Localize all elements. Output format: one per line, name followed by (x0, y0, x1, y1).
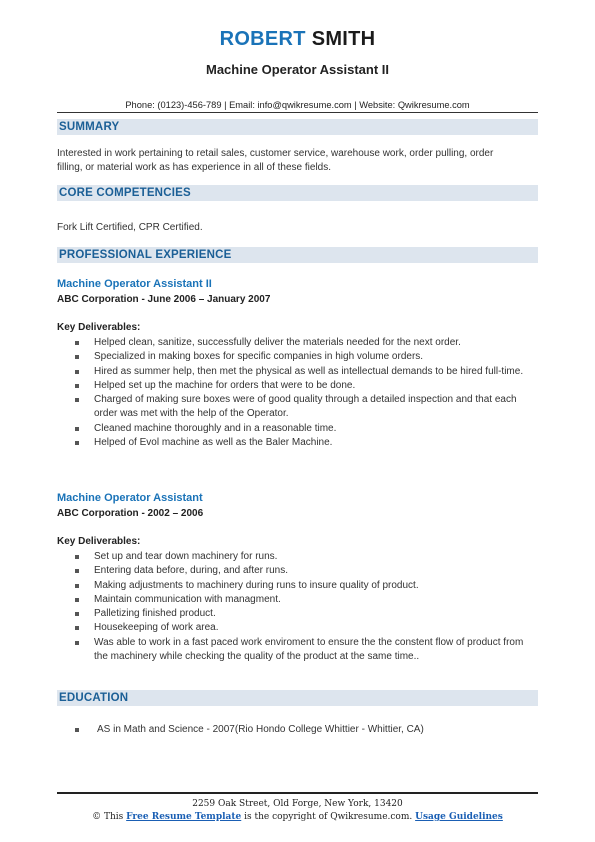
list-item: Cleaned machine thoroughly and in a reasonable time. (57, 422, 538, 436)
bullet-icon (75, 626, 79, 630)
list-item: Making adjustments to machinery during runs to insure quality of product. (57, 579, 538, 593)
bullet-icon (75, 398, 79, 402)
key-deliverables-label: Key Deliverables: (57, 536, 141, 547)
bullet-icon (75, 384, 79, 388)
list-item: Helped set up the machine for orders that were to be done. (57, 379, 538, 393)
free-resume-template-link[interactable]: Free Resume Template (126, 812, 242, 822)
summary-text (57, 147, 538, 174)
job-title-2: Machine Operator Assistant (57, 492, 203, 504)
bullet-icon (75, 728, 79, 732)
summary-line: filling, or material work as has experience in all of these fields. (57, 161, 332, 173)
bullet-icon (75, 584, 79, 588)
list-item: Maintain communication with managment. (57, 593, 538, 607)
list-item: Specialized in making boxes for specific companies in high volume orders. (57, 350, 538, 364)
bullet-icon (75, 441, 79, 445)
list-item: Set up and tear down machinery for runs. (57, 550, 538, 564)
list-item: Palletizing finished product. (57, 607, 538, 621)
job-title-1: Machine Operator Assistant II (57, 278, 212, 290)
section-core-title: CORE COMPETENCIES (59, 187, 191, 199)
job-title: Machine Operator Assistant II (205, 62, 389, 77)
list-item: Entering data before, during, and after runs. (57, 564, 538, 578)
footer-copyright (0, 812, 595, 822)
key-deliverables-label: Key Deliverables: (57, 322, 141, 333)
list-item: Helped of Evol machine as well as the Baler Machine. (57, 436, 538, 450)
last-name: SMITH (311, 28, 376, 50)
core-competencies-text: Fork Lift Certified, CPR Certified. (57, 222, 203, 233)
job-company-2: ABC Corporation - 2002 – 2006 (57, 508, 204, 519)
bullet-icon (75, 612, 79, 616)
education-list (57, 723, 538, 737)
candidate-name (0, 28, 595, 51)
copyright-prefix: © This (92, 812, 127, 822)
list-item: Housekeeping of work area. (57, 621, 538, 635)
list-item: Was able to work in a fast paced work enviroment to ensure the the constent flow of product from the machinery while checking the quality of the product at the same time.. (57, 636, 538, 665)
bullet-icon (75, 569, 79, 573)
usage-guidelines-link[interactable]: Usage Guidelines (415, 812, 503, 822)
bullet-icon (75, 555, 79, 559)
section-core-competencies (57, 185, 538, 201)
list-item: AS in Math and Science - 2007(Rio Hondo College Whittier - Whittier, CA) (57, 723, 538, 737)
list-item: Hired as summer help, then met the physical as well as intellectual demands to be hired full-time. (57, 365, 538, 379)
header-divider (57, 112, 538, 113)
section-education (57, 690, 538, 706)
section-education-title: EDUCATION (59, 692, 129, 704)
copyright-middle: is the copyright of Qwikresume.com. (241, 812, 416, 822)
summary-line: Interested in work pertaining to retail sales, customer service, warehouse work, order pulling, order (57, 148, 494, 159)
contact-line: Phone: (0123)-456-789 | Email: info@qwikresume.com | Website: Qwikresume.com (125, 100, 470, 110)
footer-divider (57, 792, 538, 794)
first-name: ROBERT (219, 28, 306, 50)
list-item: Charged of making sure boxes were of good quality through a detailed inspection and that each order was met with the help of the Operator. (57, 393, 538, 422)
footer-address: 2259 Oak Street, Old Forge, New York, 13420 (192, 799, 403, 809)
bullet-icon (75, 427, 79, 431)
list-item: Helped clean, sanitize, successfully deliver the materials needed for the next order. (57, 336, 538, 350)
job-1-bullets (57, 336, 538, 450)
section-summary (57, 119, 538, 135)
bullet-icon (75, 641, 79, 645)
job-2-bullets (57, 550, 538, 664)
bullet-icon (75, 341, 79, 345)
section-professional-experience (57, 247, 538, 263)
bullet-icon (75, 598, 79, 602)
section-summary-title: SUMMARY (59, 121, 120, 133)
bullet-icon (75, 370, 79, 374)
bullet-icon (75, 355, 79, 359)
section-experience-title: PROFESSIONAL EXPERIENCE (59, 249, 232, 261)
job-company-1: ABC Corporation - June 2006 – January 2007 (57, 294, 271, 305)
